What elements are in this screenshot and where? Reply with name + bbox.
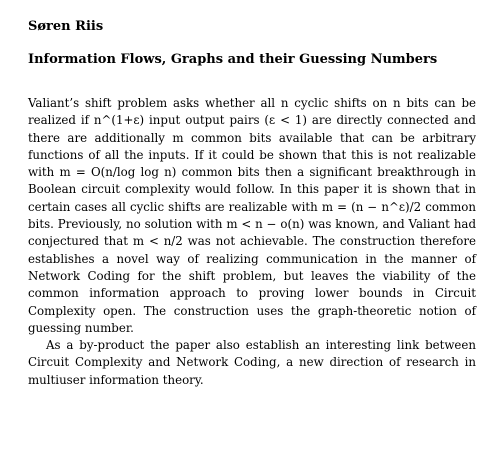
paper-title: Information Flows, Graphs and their Guessing Numbers bbox=[28, 52, 438, 67]
abstract-paragraph-2: As a by-product the paper also establish an interesting link between Circuit Complexity and Network Coding, a new direction of research in multiuser information theory. bbox=[28, 338, 476, 387]
abstract bbox=[28, 95, 476, 389]
paper-page bbox=[28, 18, 476, 389]
abstract-paragraph-1: Valiant’s shift problem asks whether all n cyclic shifts on n bits can be realized if n^(1+ε) input output pairs (ε < 1) are directly connected and there are additionally m common bits available that can be arbitrary functions of all the inputs. If it could be shown that this is not realizable with m = O(n/log log n) common bits then a significant breakthrough in Boolean circuit complexity would follow. In this paper it is shown that in certain cases all cyclic shifts are realizable with m = (n − n^ε)/2 common bits. Previously, no solution with m < n − o(n) was known, and Valiant had conjectured that m < n/2 was not achievable. The construction therefore establishes a novel way of realizing communication in the manner of Network Coding for the shift problem, but leaves the viability of the common information approach to proving lower bounds in Circuit Complexity open. The construction uses the graph-theoretic notion of guessing number. bbox=[28, 96, 476, 335]
author-name: Søren Riis bbox=[28, 19, 104, 34]
